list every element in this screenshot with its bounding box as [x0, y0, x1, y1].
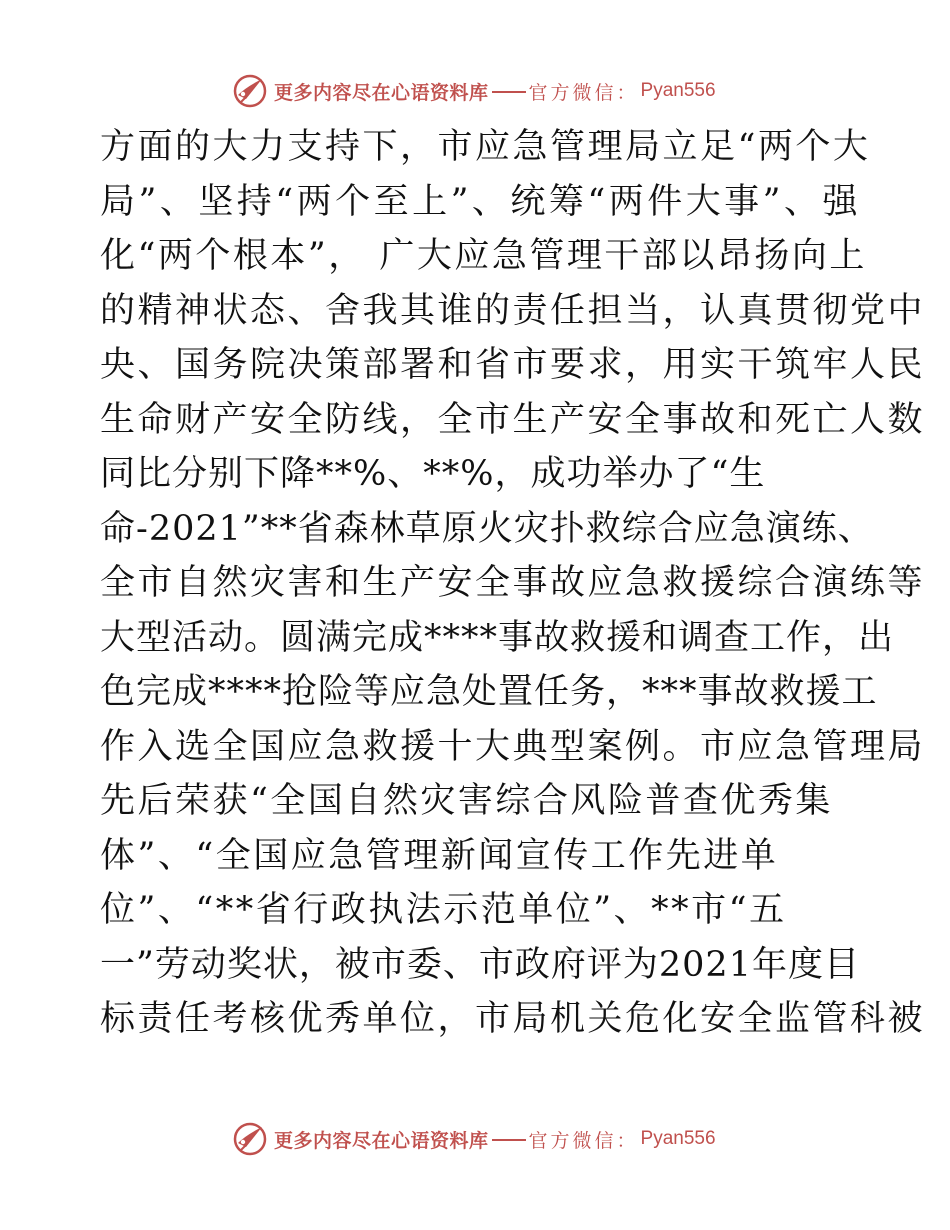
watermark-footer: [232, 1119, 732, 1159]
watermark-text: 更多内容尽在心语资料库: [274, 1129, 489, 1152]
watermark-text: 更多内容尽在心语资料库: [274, 81, 489, 104]
watermark-header: [232, 71, 732, 111]
text-line: 一”劳动奖状，被市委、市政府评为2021年度目: [100, 944, 860, 985]
text-line: 位”、“**省行政执法示范单位”、**市“五: [100, 890, 787, 930]
text-line: 的精神状态、舍我其谁的责任担当，认真贯彻党中: [100, 290, 926, 331]
watermark-dash: [492, 1139, 526, 1141]
wechat-label: 官方微信：: [528, 81, 639, 104]
text-line: 色完成****抢险等应急处置任务，***事故救援工: [100, 672, 878, 712]
text-line: 命-2021”**省森林草原火灾扑救综合应急演练、: [100, 508, 874, 549]
text-line: 生命财产安全防线，全市生产安全事故和死亡人数: [100, 399, 926, 440]
body-paragraph: [100, 120, 926, 1047]
text-line: 方面的大力支持下，市应急管理局立足“两个大: [100, 127, 871, 167]
text-line: 同比分别下降**%、**%，成功举办了“生: [100, 454, 766, 494]
text-line: 局”、坚持“两个至上”、统筹“两件大事”、强: [100, 181, 860, 222]
text-line: 标责任考核优秀单位，市局机关危化安全监管科被: [100, 999, 926, 1039]
quill-pen-logo-icon: [232, 1121, 268, 1157]
text-line: 先后荣获“全国自然灾害综合风险普查优秀集: [100, 781, 833, 821]
wechat-id: Pyan556: [640, 80, 716, 101]
text-line: 全市自然灾害和生产安全事故应急救援综合演练等: [100, 563, 926, 603]
text-line: 作入选全国应急救援十大典型案例。市应急管理局: [100, 726, 926, 767]
text-line: 央、国务院决策部署和省市要求，用实干筑牢人民: [100, 345, 926, 385]
text-line: 化“两个根本”， 广大应急管理干部以昂扬向上: [100, 236, 867, 276]
wechat-id: Pyan556: [640, 1128, 716, 1149]
watermark-dash: [492, 91, 526, 93]
text-line: 大型活动。圆满完成****事故救援和调查工作，出: [100, 617, 895, 658]
wechat-label: 官方微信：: [528, 1129, 639, 1152]
text-line: 体”、“全国应急管理新闻宣传工作先进单: [100, 835, 779, 876]
quill-pen-logo-icon: [232, 73, 268, 109]
